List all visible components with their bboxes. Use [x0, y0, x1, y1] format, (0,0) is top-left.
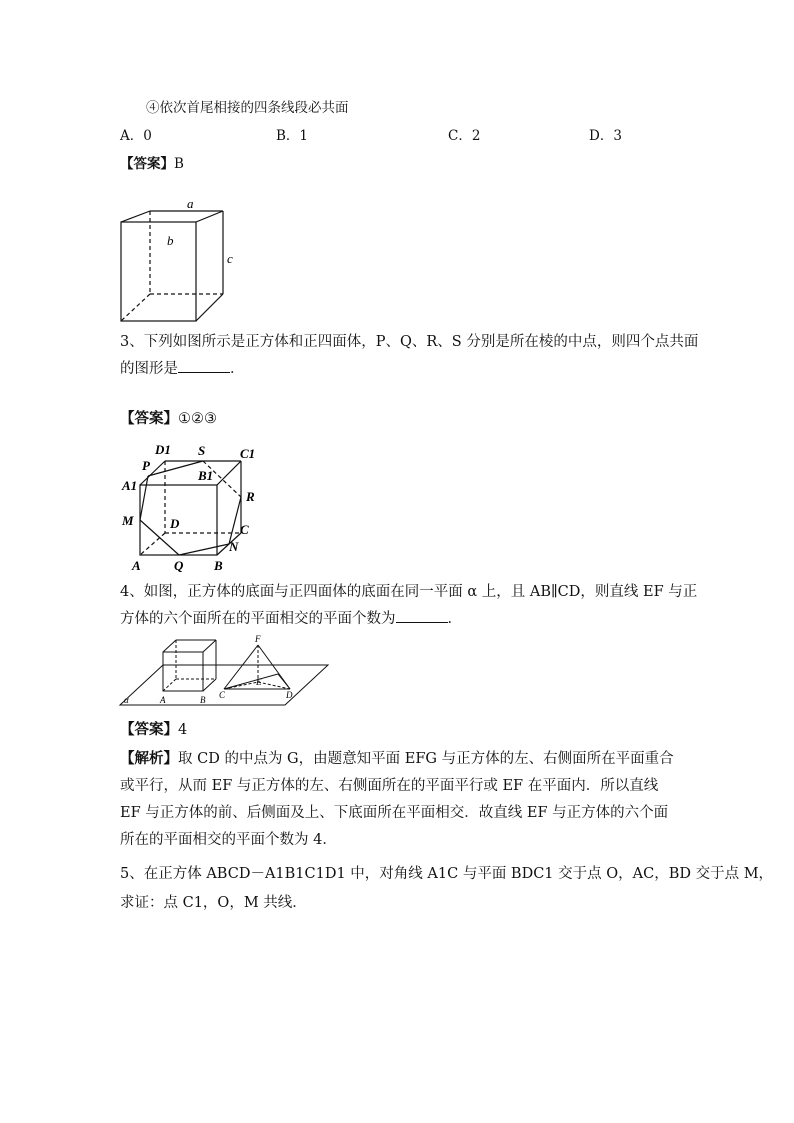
label-b: b: [167, 233, 174, 248]
label-d: D: [286, 690, 293, 700]
label-e: E: [256, 677, 262, 687]
label-f: F: [255, 634, 261, 644]
label-b: B: [200, 695, 206, 705]
label-q: Q: [174, 558, 184, 573]
q2-option-a: A．0: [120, 128, 152, 144]
answer-value: ①②③: [178, 411, 217, 427]
q4-text-line2: [120, 605, 462, 633]
label-n: N: [229, 539, 239, 554]
label-c: C: [240, 522, 249, 537]
label-d1: D1: [155, 442, 171, 457]
analysis-text: 取 CD 的中点为 G，由题意知平面 EFG 与正方体的左、右侧面所在平面重合或平行，从而 EF 与正方体的左、右侧面所在的平面平行或 EF 在平面内．所以直线 EF 与正方体的前、后侧面及上、下底面所在平面相交．故直线 EF 与正方体的六个面所在的平面相交的平面个数为 4．: [120, 751, 674, 848]
label-p: P: [142, 458, 150, 473]
answer-value: 4: [178, 722, 188, 738]
q4-analysis: [120, 745, 680, 854]
label-a: A: [160, 695, 166, 705]
q4-answer-blank: [396, 610, 448, 623]
q3-answer: [120, 405, 217, 433]
q2-option-d: D．3: [589, 128, 622, 144]
label-alpha: α: [124, 695, 129, 705]
q4-line2-prefix: 方体的六个面所在的平面相交的平面个数为: [120, 611, 396, 627]
cube-section-figure: [118, 438, 278, 573]
label-c: c: [227, 251, 233, 266]
label-a: A: [132, 558, 141, 573]
label-s: S: [198, 443, 206, 458]
label-a1: A1: [122, 478, 138, 493]
answer-label: 【答案】: [120, 410, 178, 427]
label-b: B: [214, 558, 223, 573]
label-c1: C1: [240, 446, 256, 461]
label-d: D: [170, 516, 180, 531]
q4-text-line1: 4、如图，正方体的底面与正四面体的底面在同一平面 α 上，且 AB∥CD，则直线 EF 与正: [120, 584, 698, 600]
analysis-label: 【解析】: [120, 750, 178, 767]
q2-option-b: B．1: [276, 128, 309, 144]
q3-answer-blank: [178, 360, 230, 373]
label-a: a: [187, 196, 194, 211]
q3-line2-prefix: 的图形是: [120, 361, 178, 377]
label-m: M: [122, 513, 134, 528]
q4-line2-suffix: ．: [447, 611, 462, 627]
answer-label: 【答案】: [120, 156, 174, 172]
label-r: R: [246, 489, 255, 504]
label-c: C: [219, 690, 226, 700]
q5-text-line1: 5、在正方体 ABCD－A1B1C1D1 中，对角线 A1C 与平面 BDC1 交于点 O，AC，BD 交于点 M，: [120, 866, 774, 882]
answer-label: 【答案】: [120, 721, 178, 738]
q3-line2-suffix: ．: [230, 361, 245, 377]
q4-answer: [120, 716, 187, 744]
q5-text-line2: 求证：点 C1，O，M 共线．: [120, 895, 307, 911]
q3-text-line1: 3、下列如图所示是正方体和正四面体，P、Q、R、S 分别是所在棱的中点，则四个点共面: [120, 334, 699, 350]
q2-option-c: C．2: [448, 128, 481, 144]
box-figure: [110, 195, 250, 330]
plane-figure: [118, 632, 333, 712]
q2-item4: ④依次首尾相接的四条线段必共面: [146, 100, 349, 116]
answer-value: B: [174, 156, 184, 172]
label-b1: B1: [198, 468, 214, 483]
q2-answer: [120, 152, 184, 172]
q3-text-line2: [120, 355, 245, 383]
